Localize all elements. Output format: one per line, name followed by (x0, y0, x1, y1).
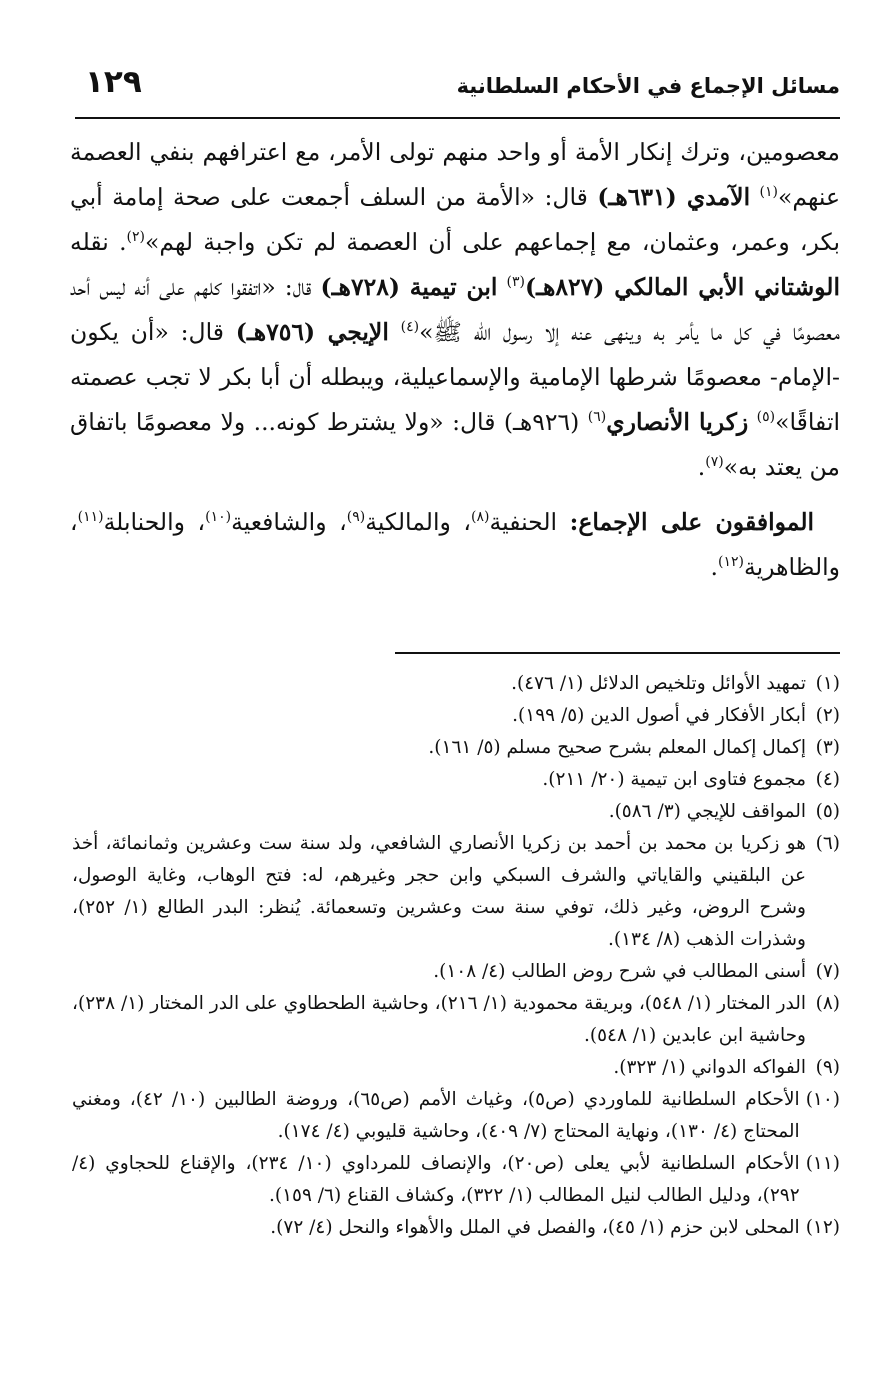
footnote-ref: (٣) (506, 274, 526, 291)
running-title: مسائل الإجماع في الأحكام السلطانية (456, 74, 840, 98)
page-number: ١٢٩ (85, 64, 142, 100)
scholar-name: ابن تيمية (٧٢٨هـ) (320, 273, 498, 301)
footnote-text: أبكار الأفكار في أصول الدين (٥/ ١٩٩). (512, 705, 806, 726)
footnote-item (72, 956, 840, 988)
main-text (70, 130, 840, 590)
footnote-separator (395, 652, 840, 654)
footnote-number: (٧) (815, 961, 840, 982)
footnote-text: مجموع فتاوى ابن تيمية (٢٠/ ٢١١). (542, 769, 806, 790)
header-rule (75, 117, 840, 119)
text-segment (748, 408, 756, 436)
footnote-ref: (١٠) (205, 509, 232, 526)
section-label: الموافقون على الإجماع: (569, 508, 815, 536)
text-segment: قال: «الأمة من السلف أجمعت على صحة إمامة أبي بكر، وعمر، وعثمان، مع إجماعهم على أن العصمة لم تكن واجبة لهم» (70, 183, 841, 256)
footnote-item (72, 1148, 840, 1212)
scholar-name: الوشتاني الأبي المالكي (٨٢٧هـ) (525, 273, 840, 301)
text-segment (750, 183, 759, 211)
text-segment: . (697, 453, 706, 481)
paragraph-1 (70, 130, 840, 490)
footnote-item (72, 828, 840, 956)
footnote-ref: (٥) (756, 409, 776, 426)
footnotes (72, 668, 840, 1244)
text-segment: قال: «أن يكون -الإمام- معصومًا شرطها الإمامية والإسماعيلية، ويبطله أن أبا بكر لا تجب عصمته اتفاقًا» (70, 318, 841, 436)
paragraph-2 (70, 500, 840, 590)
footnote-item (72, 1212, 840, 1244)
footnote-ref: (٧) (705, 454, 724, 471)
footnote-text: الأحكام السلطانية للماوردي (ص٥)، وغياث الأمم (ص٦٥)، وروضة الطالبين (١٠/ ٤٢)، ومغني المحتاج (٤/ ١٣٠)، ونهاية المحتاج (٧/ ٤٠٩)، وحاشية قليوبي (٤/ ١٧٤). (72, 1089, 800, 1142)
footnote-number: (١) (815, 673, 840, 694)
text-segment: . (710, 553, 719, 581)
footnote-item (72, 700, 840, 732)
footnote-text: إكمال إكمال المعلم بشرح صحيح مسلم (٥/ ١٦١). (428, 737, 806, 758)
text-segment: ، والشافعية (231, 508, 347, 536)
footnote-text: تمهيد الأوائل وتلخيص الدلائل (١/ ٤٧٦). (511, 673, 806, 694)
footnote-number: (٦) (815, 833, 840, 854)
scholar-name: الإيجي (٧٥٦هـ) (235, 318, 389, 346)
footnote-ref: (٩) (346, 509, 366, 526)
footnote-ref: (١) (759, 184, 779, 201)
text-segment: قال: «اتفقوا كلهم على أنه ليس أحد معصومًا في كل ما يأمر به وينهى عنه إلا رسول الله ﷺ» (70, 273, 840, 346)
footnote-item (72, 764, 840, 796)
footnote-number: (٨) (815, 993, 840, 1014)
footnote-text: الأحكام السلطانية لأبي يعلى (ص٢٠)، والإنصاف للمرداوي (١٠/ ٢٣٤)، والإقناع للحجاوي (٤/ ٢٩٢)، ودليل الطالب لنيل المطالب (١/ ٣٢٢)، وكشاف القناع (٦/ ١٥٩). (72, 1153, 800, 1206)
footnote-ref: (٨) (471, 509, 490, 526)
footnote-number: (٩) (815, 1057, 840, 1078)
footnote-item (72, 1052, 840, 1084)
text-segment: الحنفية (489, 508, 570, 536)
footnote-ref: (١١) (77, 509, 104, 526)
text-segment: ، والمالكية (365, 508, 472, 536)
footnote-ref: (٢) (126, 229, 146, 246)
footnote-number: (٢) (815, 705, 840, 726)
page-header (75, 58, 840, 116)
footnote-text: المواقف للإيجي (٣/ ٥٨٦). (608, 801, 806, 822)
footnote-item (72, 732, 840, 764)
footnote-ref: (٤) (400, 319, 420, 336)
footnote-item (72, 1084, 840, 1148)
footnote-text: الفواكه الدواني (١/ ٣٢٣). (613, 1057, 806, 1078)
footnote-text: هو زكريا بن محمد بن أحمد بن زكريا الأنصاري الشافعي، ولد سنة ست وعشرين وثمانمائة، أخذ عن البلقيني والقاياتي والشرف السبكي وابن حجر وغيرهم، له: فتح الوهاب، وغاية الوصول، وشرح الروض، وغير ذلك، توفي سنة ست وعشرين وتسعمائة. يُنظر: البدر الطالع (١/ ٢٥٢)، وشذرات الذهب (٨/ ١٣٤). (72, 833, 806, 950)
text-segment: (٩٢٦هـ) قال: «ولا يشترط كونه... ولا معصومًا باتفاق من يعتد به» (70, 408, 840, 481)
footnote-text: أسنى المطالب في شرح روض الطالب (٤/ ١٠٨). (433, 961, 806, 982)
footnote-text: المحلى لابن حزم (١/ ٤٥)، والفصل في الملل والأهواء والنحل (٤/ ٧٢). (270, 1217, 800, 1238)
text-segment (497, 273, 506, 301)
footnote-number: (٣) (815, 737, 840, 758)
footnote-number: (٥) (815, 801, 840, 822)
footnote-number: (١٠) (805, 1089, 840, 1110)
text-segment: معصومين، وترك إنكار الأمة أو واحد منهم تولى الأمر، مع اعترافهم بنفي العصمة عنهم» (70, 138, 840, 211)
text-segment: ، والحنابلة (103, 508, 206, 536)
text-segment (389, 318, 401, 346)
footnote-number: (١٢) (805, 1217, 840, 1238)
scholar-name: الآمدي (٦٣١هـ) (597, 183, 751, 211)
footnote-item (72, 668, 840, 700)
footnote-item (72, 796, 840, 828)
text-segment: ، والظاهرية (70, 508, 840, 581)
footnote-ref: (١٢) (718, 554, 745, 571)
footnote-text: الدر المختار (١/ ٥٤٨)، وبريقة محمودية (١/ ٢١٦)، وحاشية الطحطاوي على الدر المختار (١/ ٢٣٨)، وحاشية ابن عابدين (١/ ٥٤٨). (72, 993, 807, 1046)
footnote-ref: (٦) (587, 409, 607, 426)
text-segment: . نقله (70, 228, 127, 256)
scholar-name: زكريا الأنصاري (606, 408, 749, 436)
footnote-number: (٤) (815, 769, 840, 790)
footnote-item (72, 988, 840, 1052)
footnote-number: (١١) (805, 1153, 840, 1174)
